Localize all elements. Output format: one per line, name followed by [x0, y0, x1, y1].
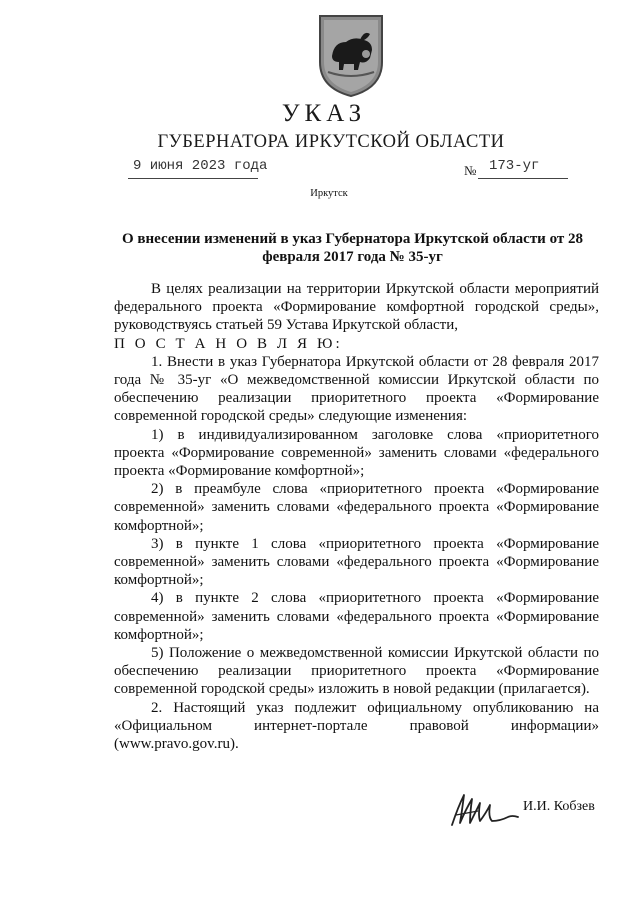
document-date: 9 июня 2023 года	[133, 158, 268, 174]
document-city: Иркутск	[310, 188, 348, 199]
subitem-1-paragraph: 1) в индивидуализированном заголовке слова «приоритетного проекта «Формирование современной» заменить словами «федерального проекта «Формирование комфортной»;	[114, 426, 599, 480]
handwritten-signature	[448, 787, 520, 831]
preamble-paragraph: В целях реализации на территории Иркутской области мероприятий федерального проекта «Формирование комфортной городской среды», руководствуясь статьей 59 Устава Иркутской области,	[114, 281, 599, 334]
document-body	[114, 280, 599, 753]
subitem-2-paragraph: 2) в преамбуле слова «приоритетного проекта «Формирование современной» заменить словами «федерального проекта «Формирование комфортной»;	[114, 481, 599, 534]
coat-of-arms-icon	[316, 12, 386, 98]
subitem-4-paragraph: 4) в пункте 2 слова «приоритетного проекта «Формирование современной» заменить словами «федерального проекта «Формирование комфортной»;	[114, 590, 599, 643]
document-type-title: УКАЗ	[281, 100, 367, 127]
number-sign: №	[464, 163, 477, 178]
item-1-paragraph: 1. Внести в указ Губернатора Иркутской области от 28 февраля 2017 года № 35-уг «О межведомственной комиссии Иркутской области по обеспечению реализации приоритетного проекта «Формирование современной городской среды» следующие изменения:	[114, 353, 599, 425]
signatory-name: И.И. Кобзев	[523, 799, 595, 814]
subitem-3-paragraph: 3) в пункте 1 слова «приоритетного проекта «Формирование современной» заменить словами «федерального проекта «Формирование комфортной»;	[114, 535, 599, 589]
resolve-line: П О С Т А Н О В Л Я Ю:	[114, 335, 343, 352]
issuer-title: ГУБЕРНАТОРА ИРКУТСКОЙ ОБЛАСТИ	[157, 132, 505, 152]
document-number: 173-уг	[489, 158, 540, 174]
document-heading: О внесении изменений в указ Губернатора Иркутской области от 28 февраля 2017 года № 35-уг	[122, 231, 583, 265]
item-2-paragraph: 2. Настоящий указ подлежит официальному опубликованию на «Официальном интернет-портале правовой информации» (www.pravo.gov.ru).	[114, 699, 599, 753]
subitem-5-paragraph: 5) Положение о межведомственной комиссии Иркутской области по обеспечению реализации приоритетного проекта «Формирование современной городской среды» изложить в новой редакции (прилагается).	[114, 645, 599, 698]
